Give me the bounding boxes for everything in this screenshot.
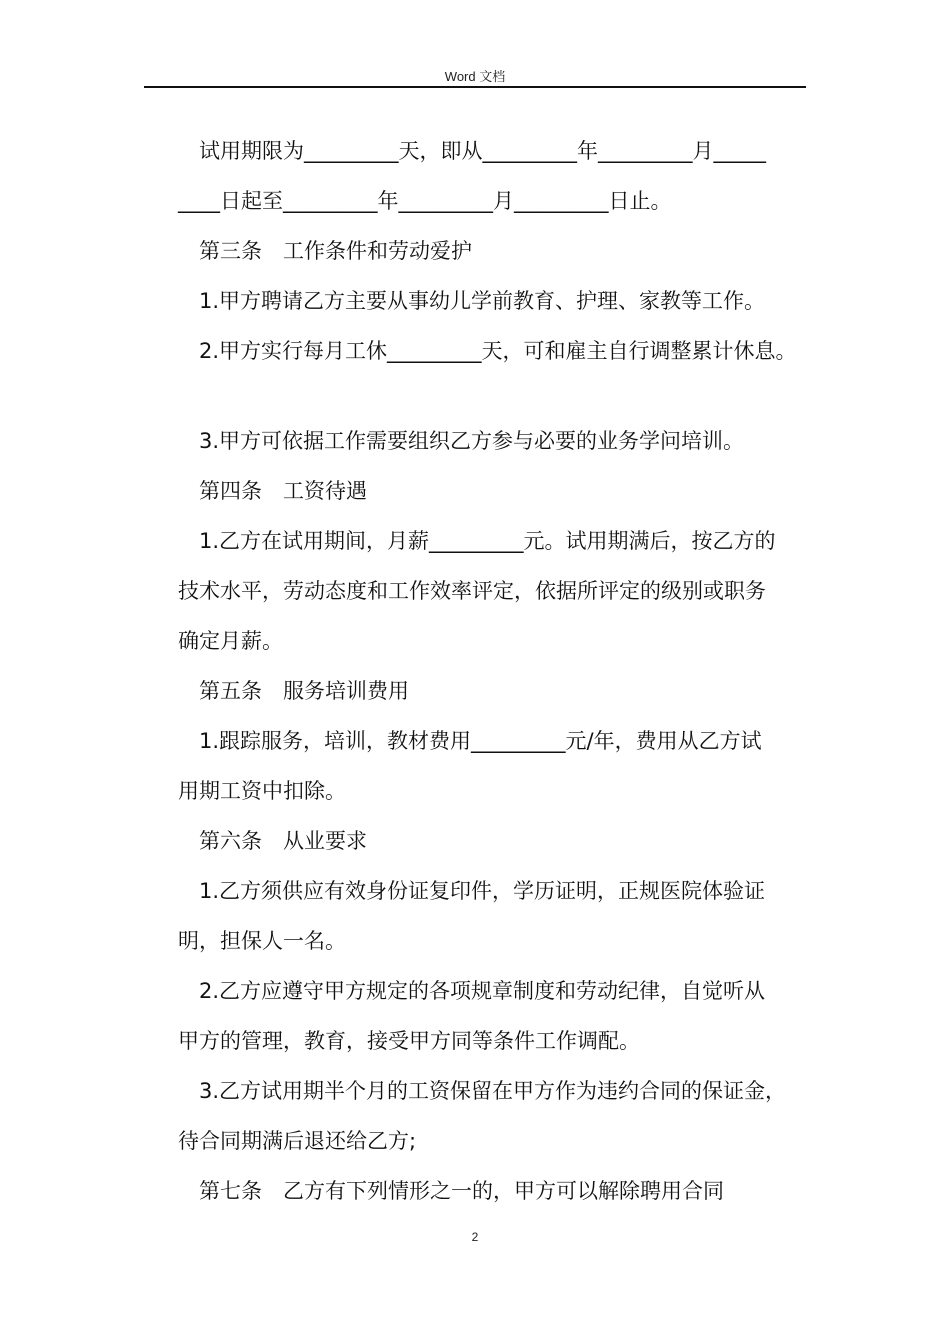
body-line-6: 3.甲方可依据工作需要组织乙方参与必要的业务学问培训。 bbox=[199, 429, 745, 453]
article-7-heading: 第七条 乙方有下列情形之一的，甲方可以解除聘用合同 bbox=[199, 1179, 724, 1203]
body-line-18: 甲方的管理，教育，接受甲方同等条件工作调配。 bbox=[178, 1029, 640, 1053]
body-line-17: 2.乙方应遵守甲方规定的各项规章制度和劳动纪律，自觉听从 bbox=[199, 979, 766, 1003]
body-line-9: 技术水平，劳动态度和工作效率评定，依据所评定的级别或职务 bbox=[178, 579, 766, 603]
body-line-19: 3.乙方试用期半个月的工资保留在甲方作为违约合同的保证金， bbox=[199, 1079, 787, 1103]
body-line-10: 确定月薪。 bbox=[178, 629, 283, 653]
body-line-12: 1.跟踪服务，培训，教材费用_________元/年，费用从乙方试 bbox=[199, 729, 762, 753]
header-rule bbox=[144, 86, 806, 88]
body-line-20: 待合同期满后退还给乙方; bbox=[178, 1129, 417, 1153]
body-line-15: 1.乙方须供应有效身份证复印件，学历证明，正规医院体验证 bbox=[199, 879, 766, 903]
body-line-16: 明，担保人一名。 bbox=[178, 929, 346, 953]
article-6-heading: 第六条 从业要求 bbox=[199, 829, 367, 853]
body-line-2: ____日起至_________年_________月_________日止。 bbox=[178, 189, 672, 213]
body-line-13: 用期工资中扣除。 bbox=[178, 779, 346, 803]
article-4-heading: 第四条 工资待遇 bbox=[199, 479, 367, 503]
body-line-4: 1.甲方聘请乙方主要从事幼儿学前教育、护理、家教等工作。 bbox=[199, 289, 766, 313]
body-line-8: 1.乙方在试用期间，月薪_________元。试用期满后，按乙方的 bbox=[199, 529, 776, 553]
page-number: 2 bbox=[471, 1230, 479, 1244]
body-line-1: 试用期限为_________天，即从_________年_________月_____ bbox=[199, 139, 766, 163]
article-3-heading: 第三条 工作条件和劳动爱护 bbox=[199, 239, 472, 263]
body-line-5: 2.甲方实行每月工休_________天，可和雇主自行调整累计休息。 bbox=[199, 339, 797, 363]
article-5-heading: 第五条 服务培训费用 bbox=[199, 679, 409, 703]
page-header: Word 文档 bbox=[444, 69, 506, 84]
document-body bbox=[178, 126, 818, 1216]
